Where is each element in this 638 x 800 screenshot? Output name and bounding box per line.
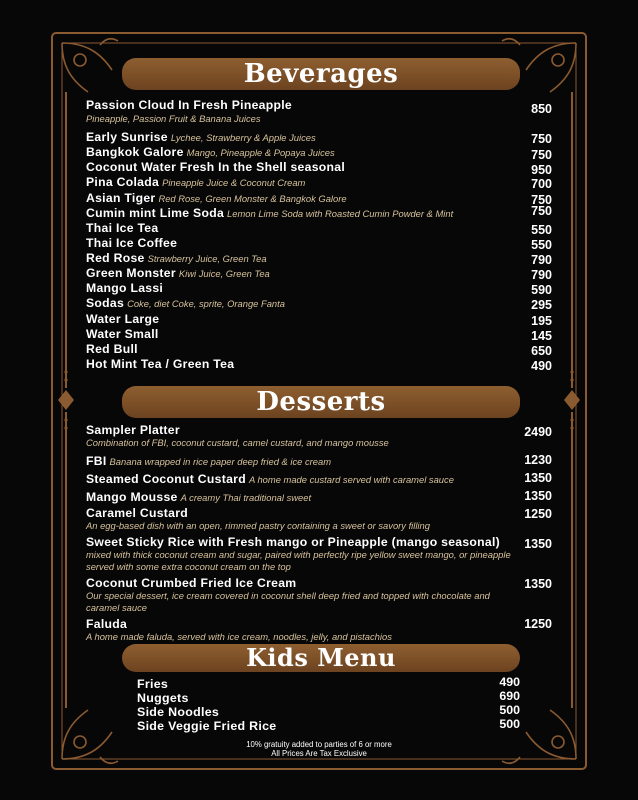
item-description: A home made faluda, served with ice cream, noodles, jelly, and pistachios (86, 631, 392, 642)
menu-item (86, 488, 552, 506)
item-name: Early Sunrise (86, 130, 168, 144)
item-description: Banana wrapped in rice paper deep fried & ice cream (109, 456, 332, 467)
item-price: 750 (531, 193, 552, 207)
item-price: 550 (531, 223, 552, 237)
item-price: 145 (531, 329, 552, 343)
item-name: Mango Mousse (86, 490, 178, 504)
item-name: Thai Ice Coffee (86, 236, 178, 250)
desserts-banner (122, 386, 520, 418)
item-price: 500 (499, 717, 520, 731)
item-name: Caramel Custard (86, 506, 189, 520)
item-name: Nuggets (137, 691, 189, 705)
item-description: Pineapple Juice & Coconut Cream (162, 177, 306, 188)
item-description: A home made custard served with caramel sauce (248, 474, 454, 485)
item-price: 690 (499, 689, 520, 703)
item-description: Red Rose, Green Monster & Bangkok Galore (158, 193, 347, 204)
item-price: 1250 (524, 507, 552, 521)
item-name: Bangkok Galore (86, 145, 184, 159)
item-price: 790 (531, 268, 552, 282)
item-name: Water Large (86, 312, 160, 326)
item-description: Combination of FBI, coconut custard, camel custard, and mango mousse (86, 437, 389, 448)
item-price: 950 (531, 163, 552, 177)
beverages-banner (122, 58, 520, 90)
item-price: 750 (531, 148, 552, 162)
item-description: Mango, Pineapple & Popaya Juices (186, 147, 335, 158)
menu-item (137, 717, 520, 735)
item-price: 1350 (524, 489, 552, 503)
menu-item (86, 98, 552, 124)
item-price: 550 (531, 238, 552, 252)
item-name: Steamed Coconut Custard (86, 472, 246, 486)
item-price: 750 (531, 132, 552, 146)
menu-item (86, 535, 552, 572)
menu-item (86, 355, 552, 373)
item-name: Fries (137, 677, 169, 691)
menu-item (86, 617, 552, 643)
item-description: A creamy Thai traditional sweet (180, 492, 312, 503)
item-name: Sweet Sticky Rice with Fresh mango or Pineapple (mango seasonal) (86, 535, 501, 549)
item-price: 790 (531, 253, 552, 267)
item-name: Hot Mint Tea / Green Tea (86, 357, 235, 371)
item-name: FBI (86, 454, 107, 468)
item-name: Side Noodles (137, 705, 220, 719)
item-name: Red Bull (86, 342, 138, 356)
item-price: 1350 (524, 577, 552, 591)
menu-item (86, 470, 552, 488)
item-name: Faluda (86, 617, 128, 631)
item-name: Asian Tiger (86, 191, 156, 205)
item-price: 1350 (524, 471, 552, 485)
item-name: Thai Ice Tea (86, 221, 159, 235)
item-price: 750 (531, 204, 552, 218)
item-price: 2490 (524, 425, 552, 439)
item-name: Pina Colada (86, 175, 160, 189)
item-description: Coke, diet Coke, sprite, Orange Fanta (127, 298, 285, 309)
item-price: 1350 (524, 537, 552, 551)
desserts-title: Desserts (256, 387, 386, 417)
item-price: 295 (531, 298, 552, 312)
gratuity-note: 10% gratuity added to parties of 6 or more (246, 740, 392, 749)
item-price: 195 (531, 314, 552, 328)
tax-note: All Prices Are Tax Exclusive (271, 749, 367, 758)
kids-title: Kids Menu (246, 643, 396, 672)
menu-item (86, 423, 552, 449)
item-price: 590 (531, 283, 552, 297)
menu-item (86, 452, 552, 470)
item-name: Passion Cloud In Fresh Pineapple (86, 98, 292, 112)
beverages-title: Beverages (243, 59, 399, 89)
item-name: Coconut Crumbed Fried Ice Cream (86, 576, 297, 590)
item-price: 490 (531, 359, 552, 373)
item-price: 700 (531, 177, 552, 191)
item-price: 1250 (524, 617, 552, 631)
item-description: mixed with thick coconut cream and sugar, paired with perfectly ripe yellow sweet mango, or pineapple served with some extra coconut cream on the top (86, 549, 511, 572)
item-name: Side Veggie Fried Rice (137, 719, 277, 733)
item-description: Kiwi Juice, Green Tea (178, 268, 270, 279)
item-description: Pineapple, Passion Fruit & Banana Juices (86, 113, 261, 124)
item-description: Lemon Lime Soda with Roasted Cumin Powder & Mint (227, 208, 454, 219)
menu-item (86, 576, 552, 613)
item-description: An egg-based dish with an open, rimmed pastry containing a sweet or savory filling (86, 520, 430, 531)
item-name: Mango Lassi (86, 281, 164, 295)
item-description: Lychee, Strawberry & Apple Juices (170, 132, 316, 143)
item-name: Coconut Water Fresh In the Shell seasonal (86, 160, 346, 174)
item-name: Sampler Platter (86, 423, 180, 437)
item-price: 490 (499, 675, 520, 689)
item-price: 500 (499, 703, 520, 717)
item-name: Water Small (86, 327, 159, 341)
item-price: 850 (531, 102, 552, 116)
menu-item (86, 506, 552, 532)
item-name: Cumin mint Lime Soda (86, 206, 225, 220)
kids-banner (122, 644, 520, 672)
item-description: Our special dessert, ice cream covered in coconut shell deep fried and topped with chocolate and caramel sauce (86, 590, 490, 613)
item-description: Strawberry Juice, Green Tea (147, 253, 267, 264)
item-name: Sodas (86, 296, 125, 310)
item-name: Green Monster (86, 266, 176, 280)
item-name: Red Rose (86, 251, 145, 265)
item-price: 650 (531, 344, 552, 358)
item-price: 1230 (524, 453, 552, 467)
